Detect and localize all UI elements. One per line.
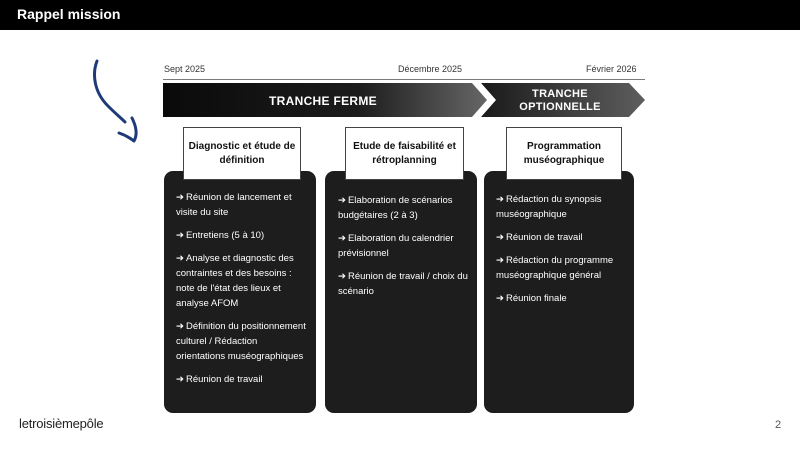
phase-title-programmation bbox=[506, 127, 622, 180]
timeline-middle-label: Décembre 2025 bbox=[398, 64, 463, 74]
list-item: ➔ Entretiens (5 à 10) bbox=[176, 230, 265, 241]
arrow-bullet-icon: ➔ bbox=[496, 232, 504, 243]
arrow-bullet-icon: ➔ bbox=[338, 271, 346, 282]
arrow-bullet-icon: ➔ bbox=[496, 194, 504, 205]
timeline-end-label: Février 2026 bbox=[586, 64, 637, 74]
page-number: 2 bbox=[775, 419, 782, 431]
phase-title-diagnostic bbox=[183, 127, 301, 180]
list-item: ➔ Réunion de travail bbox=[496, 232, 583, 243]
arrow-bullet-icon: ➔ bbox=[338, 195, 346, 206]
phase-items-faisabilite bbox=[338, 193, 468, 307]
tranche-ferme-label: TRANCHE FERME bbox=[269, 94, 377, 108]
list-item: ➔ Réunion de travail bbox=[176, 374, 263, 385]
list-item: ➔ Définition du positionnement culturel / Rédaction orientations muséographiques bbox=[176, 321, 306, 362]
list-item: ➔ Réunion de lancement et visite du site bbox=[176, 192, 292, 218]
arrow-bullet-icon: ➔ bbox=[496, 293, 504, 304]
brand-logo: letroisièmepôle bbox=[19, 416, 104, 431]
slide-title: Rappel mission bbox=[17, 6, 121, 22]
timeline-line bbox=[163, 79, 645, 80]
arrow-bullet-icon: ➔ bbox=[496, 255, 504, 266]
tranche-optionnelle-label-text: TRANCHE OPTIONNELLE bbox=[519, 88, 601, 113]
arrow-bullet-icon: ➔ bbox=[176, 192, 184, 203]
hand-drawn-arrow-icon bbox=[88, 56, 148, 148]
arrow-bullet-icon: ➔ bbox=[176, 253, 184, 264]
tranche-optionnelle-label bbox=[490, 88, 630, 114]
list-item: ➔ Analyse et diagnostic des contraintes et des besoins : note de l'état des lieux et analyse AFOM bbox=[176, 253, 294, 309]
phase-title-text: Etude de faisabilité et rétroplanning bbox=[353, 140, 456, 166]
arrow-bullet-icon: ➔ bbox=[338, 233, 346, 244]
list-item: ➔ Elaboration du calendrier prévisionnel bbox=[338, 233, 454, 259]
list-item: ➔ Rédaction du programme muséographique général bbox=[496, 255, 614, 281]
phase-title-text: Programmation muséographique bbox=[523, 140, 605, 166]
phase-items-programmation bbox=[496, 192, 626, 314]
list-item: ➔ Réunion finale bbox=[496, 293, 567, 304]
phase-items-diagnostic bbox=[176, 190, 306, 395]
timeline-start-label: Sept 2025 bbox=[164, 64, 206, 74]
list-item: ➔ Rédaction du synopsis muséographique bbox=[496, 194, 602, 220]
arrow-bullet-icon: ➔ bbox=[176, 230, 184, 241]
list-item: ➔ Elaboration de scénarios budgétaires (2 à 3) bbox=[338, 195, 453, 221]
phase-title-faisabilite bbox=[345, 127, 464, 180]
phase-title-text: Diagnostic et étude de définition bbox=[188, 140, 296, 166]
top-bar bbox=[0, 0, 800, 30]
arrow-bullet-icon: ➔ bbox=[176, 374, 184, 385]
arrow-bullet-icon: ➔ bbox=[176, 321, 184, 332]
list-item: ➔ Réunion de travail / choix du scénario bbox=[338, 271, 468, 297]
